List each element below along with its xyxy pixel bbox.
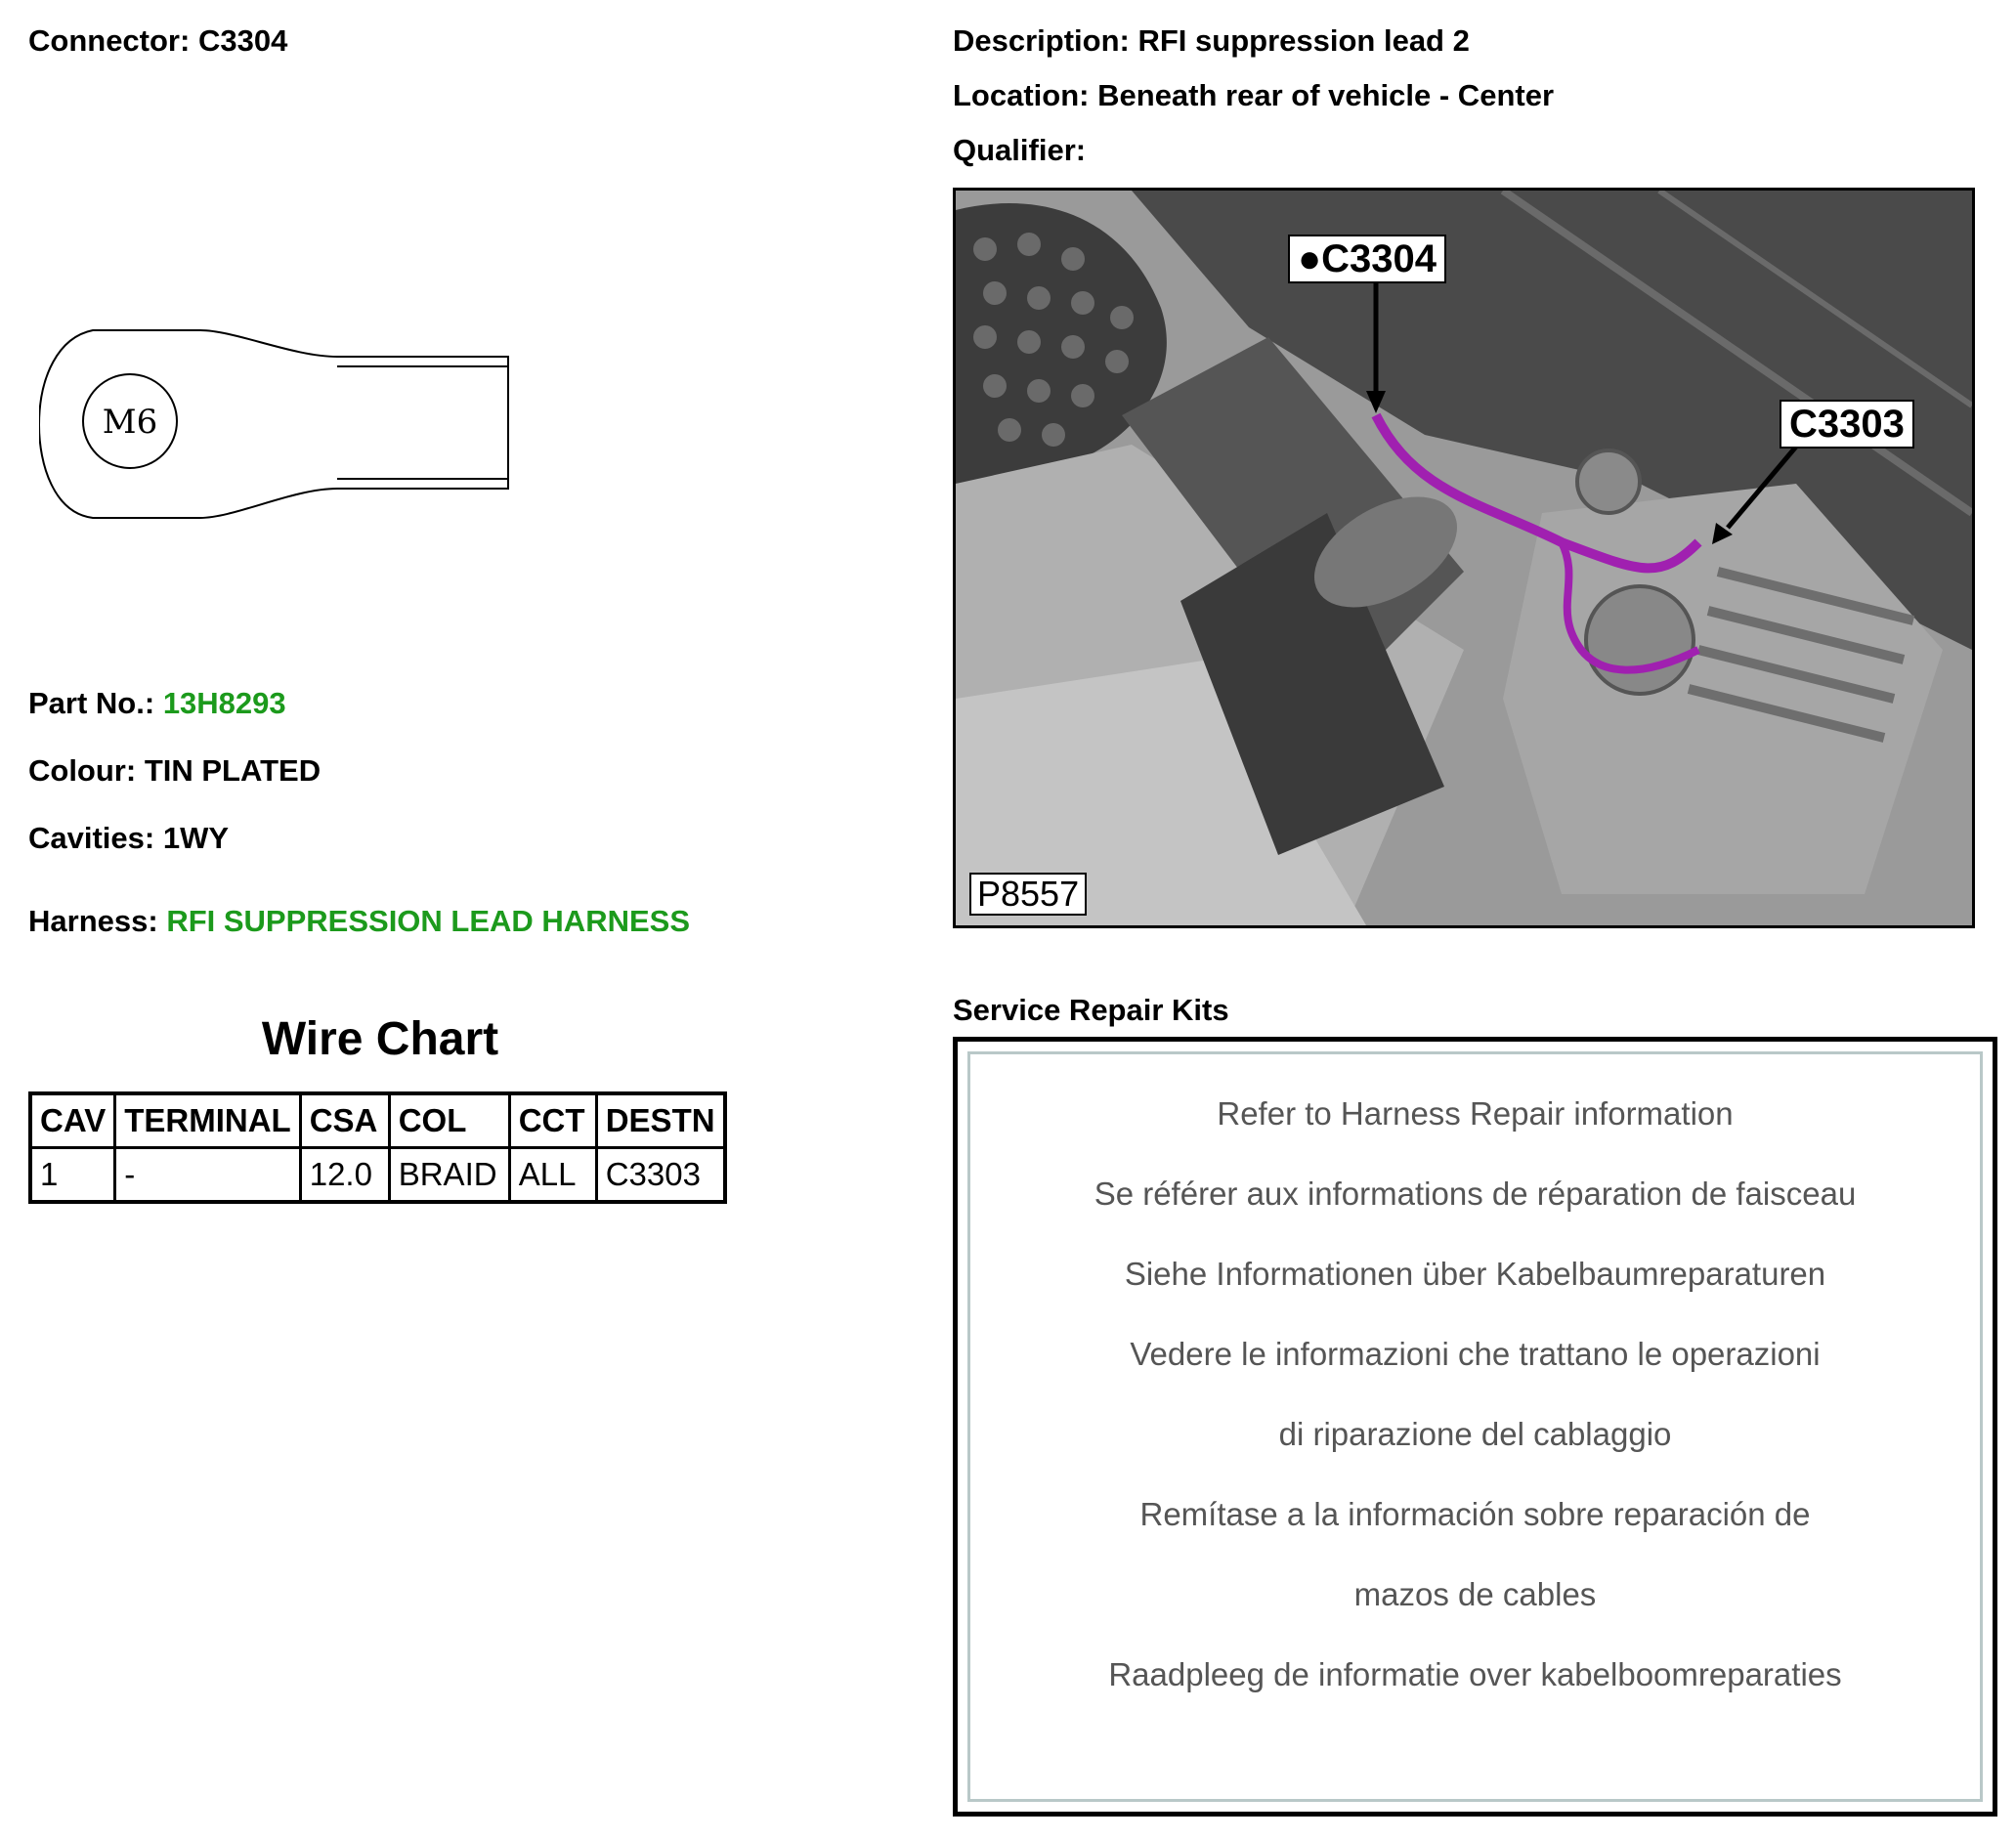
location-value: Beneath rear of vehicle - Center (1097, 78, 1555, 112)
callout-c3304: ●C3304 (1288, 235, 1446, 283)
photo-reference: P8557 (969, 873, 1087, 916)
table-row (30, 1148, 725, 1203)
harness-label: Harness: (28, 904, 158, 938)
colour-value: TIN PLATED (144, 753, 322, 788)
callout-c3303: C3303 (1780, 400, 1914, 449)
service-repair-kits-box (953, 1037, 1997, 1817)
location-line (953, 78, 1554, 113)
wire-chart-title: Wire Chart (261, 1013, 499, 1065)
description-line (953, 23, 1470, 59)
location-dot-icon: ● (1298, 237, 1322, 280)
harness-line (28, 904, 690, 939)
location-label: Location: (953, 78, 1090, 112)
kit-line-fr: Se référer aux informations de réparation de faisceau (1094, 1176, 1857, 1212)
col-cct: CCT (509, 1093, 596, 1148)
part-number-link[interactable]: 13H8293 (162, 686, 286, 720)
cell-csa: 12.0 (300, 1148, 389, 1203)
cell-cav: 1 (30, 1148, 115, 1203)
cell-destn[interactable]: C3303 (596, 1148, 724, 1203)
kit-line-it-2: di riparazione del cablaggio (1278, 1416, 1672, 1452)
cavities-value: 1WY (162, 821, 230, 855)
col-col: COL (389, 1093, 509, 1148)
col-cav: CAV (30, 1093, 115, 1148)
kit-line-nl: Raadpleeg de informatie over kabelboomreparaties (1108, 1656, 1842, 1692)
kit-line-es-2: mazos de cables (1353, 1576, 1597, 1612)
connector-label: Connector: (28, 23, 191, 58)
qualifier-line (953, 133, 1086, 168)
ring-terminal-drawing (39, 318, 518, 523)
cell-cct: ALL (509, 1148, 596, 1203)
colour-line (28, 753, 321, 789)
col-terminal: TERMINAL (115, 1093, 300, 1148)
cavities-line (28, 821, 229, 856)
connector-id: C3304 (197, 23, 288, 58)
colour-label: Colour: (28, 753, 137, 788)
part-number-line (28, 686, 286, 721)
connector-line (28, 23, 287, 59)
kit-line-es-1: Remítase a la información sobre reparación de (1139, 1496, 1811, 1532)
cavities-label: Cavities: (28, 821, 155, 855)
kit-line-de: Siehe Informationen über Kabelbaumreparaturen (1124, 1256, 1826, 1292)
location-photo (953, 188, 1975, 928)
qualifier-label: Qualifier: (953, 133, 1087, 167)
harness-link[interactable]: RFI SUPPRESSION LEAD HARNESS (166, 904, 691, 938)
col-destn: DESTN (596, 1093, 724, 1148)
wire-chart-header-row (30, 1093, 725, 1148)
service-repair-kits-title: Service Repair Kits (953, 993, 1229, 1027)
stud-size-text: M6 (102, 403, 158, 442)
kit-line-en: Refer to Harness Repair information (1217, 1095, 1734, 1132)
kit-line-it-1: Vedere le informazioni che trattano le operazioni (1130, 1336, 1821, 1372)
part-number-label: Part No.: (28, 686, 155, 720)
cell-col: BRAID (389, 1148, 509, 1203)
cell-terminal: - (115, 1148, 300, 1203)
col-csa: CSA (300, 1093, 389, 1148)
service-repair-kits-inner (967, 1051, 1983, 1802)
description-label: Description: (953, 23, 1130, 58)
description-value: RFI suppression lead 2 (1137, 23, 1470, 58)
underbody-illustration (956, 191, 1972, 925)
wire-chart-table (28, 1091, 727, 1204)
